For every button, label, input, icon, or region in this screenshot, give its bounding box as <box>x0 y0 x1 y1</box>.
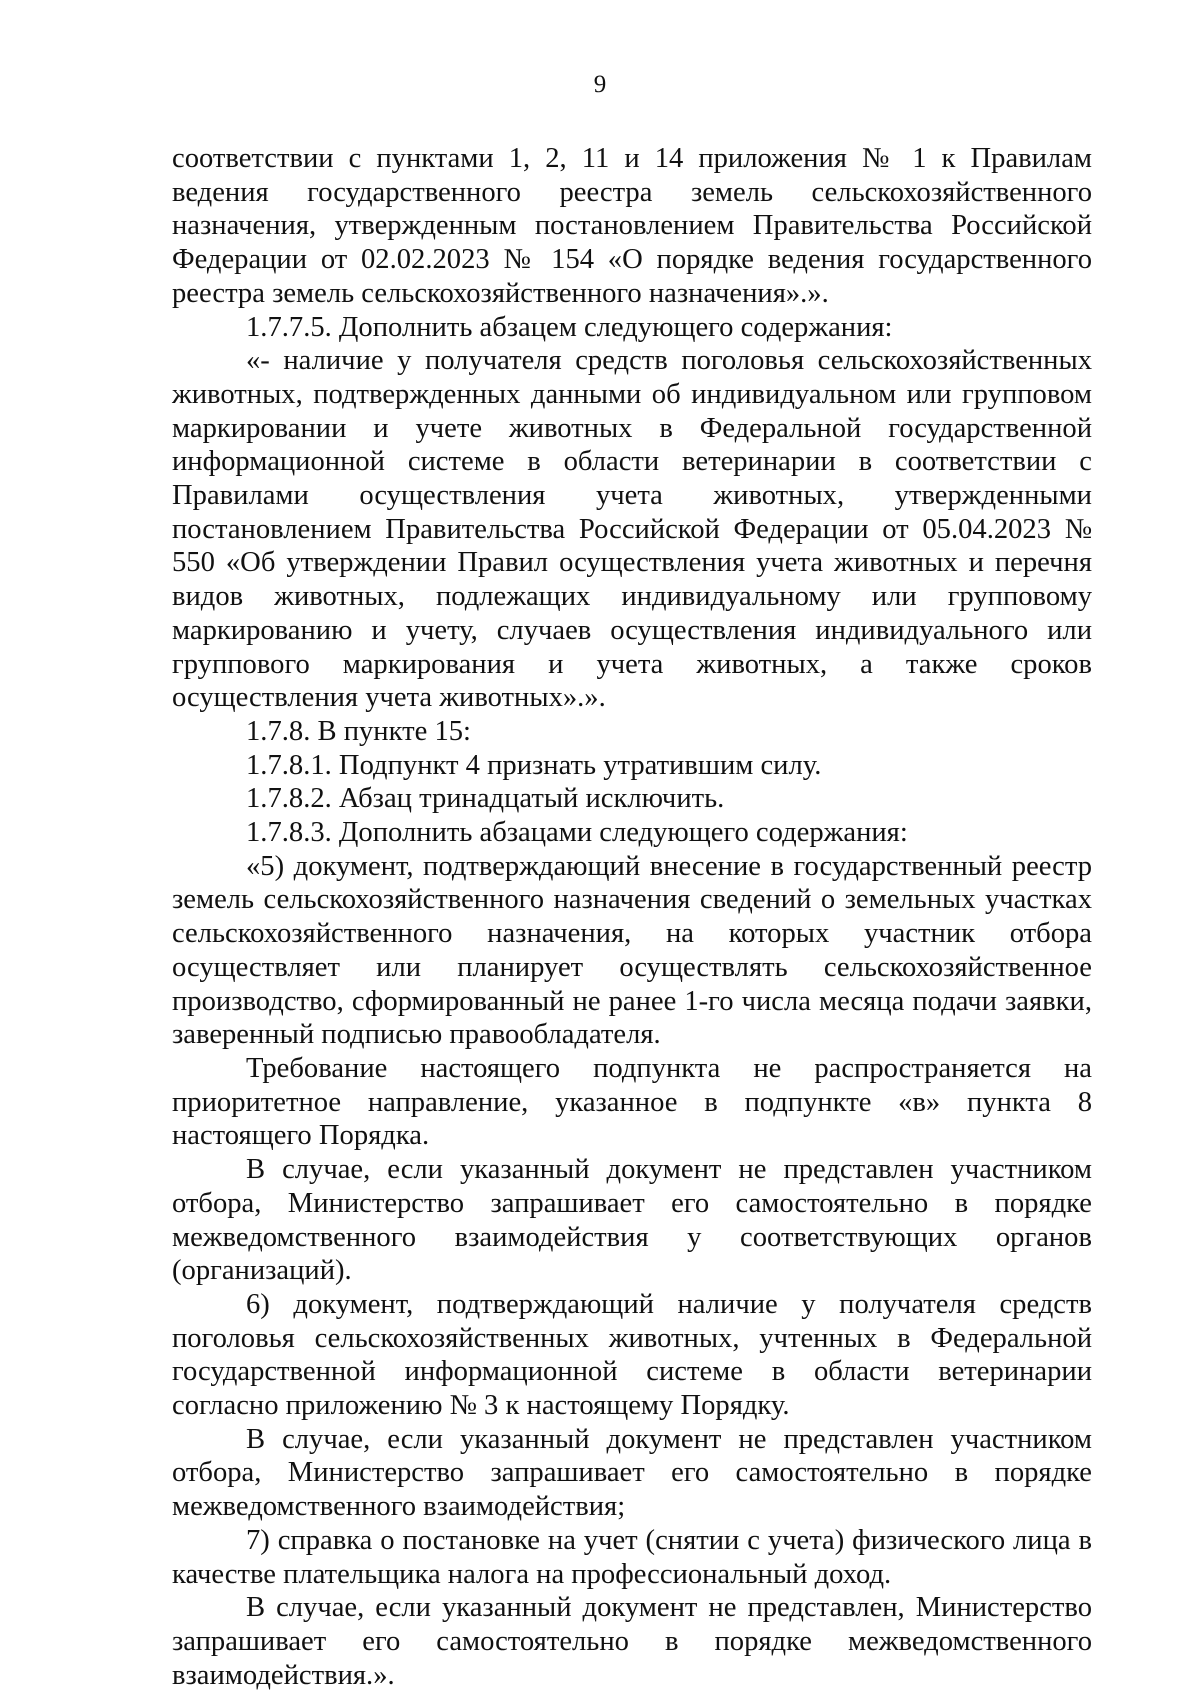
paragraph-1-7-8-1: 1.7.8.1. Подпункт 4 признать утратившим силу. <box>246 749 822 781</box>
paragraph-ministry-request-2: В случае, если указанный документ не представлен участником отбора, Министерство запрашивает его самостоятельно в порядке межведомственного взаимодействия; <box>172 1423 1092 1523</box>
paragraph-item-5: «5) документ, подтверждающий внесение в государственный реестр земель сельскохозяйственного назначения сведений о земельных участках сельскохозяйственного назначения, на которых участник отбора осуществляет или планирует осуществлять сельскохозяйственное производство, сформированный не ранее 1-го числа месяца подачи заявки, заверенный подписью правообладателя. <box>172 850 1092 1051</box>
document-body <box>172 142 1092 1692</box>
paragraph-requirement-exception: Требование настоящего подпункта не распространяется на приоритетное направление, указанное в подпункте «в» пункта 8 настоящего Порядка. <box>172 1052 1092 1152</box>
paragraph-item-7: 7) справка о постановке на учет (снятии с учета) физического лица в качестве плательщика налога на профессиональный доход. <box>172 1524 1092 1590</box>
paragraph-item-6: 6) документ, подтверждающий наличие у получателя средств поголовья сельскохозяйственных животных, учтенных в Федеральной государственной информационной системе в области ветеринарии согласно приложению № 3 к настоящему Порядку. <box>172 1288 1092 1422</box>
paragraph-continuation: соответствии с пунктами 1, 2, 11 и 14 приложения № 1 к Правилам ведения государственного реестра земель сельскохозяйственного назначения, утвержденным постановлением Правительства Российской Федерации от 02.02.2023 № 154 «О порядке ведения государственного реестра земель сельскохозяйственного назначения».». <box>172 143 1092 309</box>
paragraph-ministry-request-1: В случае, если указанный документ не представлен участником отбора, Министерство запрашивает его самостоятельно в порядке межведомственного взаимодействия у соответствующих органов (организаций). <box>172 1154 1092 1287</box>
paragraph-ministry-request-3: В случае, если указанный документ не представлен, Министерство запрашивает его самостоятельно в порядке межведомственного взаимодействия.». <box>172 1592 1092 1691</box>
paragraph-1-7-8-3: 1.7.8.3. Дополнить абзацами следующего содержания: <box>246 817 908 849</box>
paragraph-1-7-7-5: 1.7.7.5. Дополнить абзацем следующего содержания: <box>246 311 893 343</box>
paragraph-quote-livestock: «- наличие у получателя средств поголовья сельскохозяйственных животных, подтвержденных данными об индивидуальном или групповом маркировании и учете животных в Федеральной государственной информационной системе в области ветеринарии в соответствии с Правилами осуществления учета животных, утвержденными постановлением Правительства Российской Федерации от 05.04.2023 № 550 «Об утверждении Правил осуществления учета животных и перечня видов животных, подлежащих индивидуальному или групповому маркированию и учету, случаев осуществления индивидуального или группового маркирования и учета животных, а также сроков осуществления учета животных».». <box>172 345 1092 714</box>
paragraph-1-7-8: 1.7.8. В пункте 15: <box>246 715 471 747</box>
page-number: 9 <box>593 71 607 98</box>
paragraph-1-7-8-2: 1.7.8.2. Абзац тринадцатый исключить. <box>246 783 725 815</box>
